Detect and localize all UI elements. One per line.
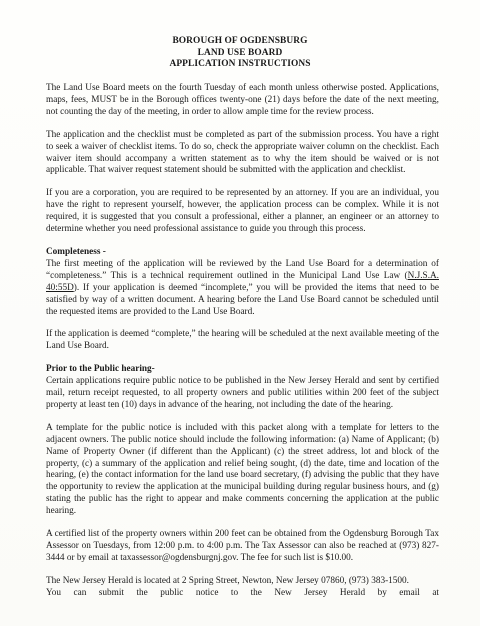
paragraph-representation: If you are a corporation, you are required to be represented by an attorney. If you are an individual, you have the right to represent yourself, however, the application process can be complex. While it is not required, it is suggested that you consult a professional, either a planner, an engineer or an attorney to determine whether you need professional assistance to guide you through this process.: [46, 188, 439, 235]
document-body: [46, 83, 439, 600]
header-title: APPLICATION INSTRUCTIONS: [169, 59, 311, 70]
statute-reference: N.J.S.A. 40:55D: [46, 270, 439, 293]
paragraph-herald: [46, 576, 439, 600]
paragraph-completeness: [46, 259, 439, 319]
paragraph-meetings: The Land Use Board meets on the fourth Tuesday of each month unless otherwise posted. Applications, maps, fees, MUST be in the Borough offices twenty-one (21) days before the date of the next meeting, not counting the day of the meeting, in order to allow ample time for the review process.: [46, 83, 439, 117]
section-heading-completeness: Completeness -: [46, 246, 106, 257]
header-borough: BOROUGH OF OGDENSBURG: [172, 36, 308, 46]
herald-email-line: You can submit the public notice to the New Jersey Herald by email at: [46, 587, 439, 598]
paragraph-complete-hearing: If the application is deemed “complete,” the hearing will be scheduled at the next available meeting of the Land Use Board.: [46, 329, 439, 352]
completeness-text-a: The first meeting of the application will be reviewed by the Land Use Board for a determination of “completeness.” This is a technical requirement outlined in the Municipal Land Use Law (: [46, 258, 439, 281]
header-board: LAND USE BOARD: [197, 47, 283, 58]
completeness-text-b: ). If your application is deemed “incomplete,” you will be provided the items that need to be satisfied by way of a written document. A hearing before the Land Use Board cannot be scheduled until the requested items are provided to the Land Use Board.: [46, 282, 439, 317]
paragraph-template: A template for the public notice is included with this packet along with a template for letters to the adjacent owners. The public notice should include the following information: (a) Name of Applicant; (b) Name of Property Owner (if different than the Applicant) (c) the street address, lot and block of the property, (c) a summary of the application and relief being sought, (d) the date, time and location of the hearing, (e) the contact information for the land use board secretary, (f) advising the public that they have the opportunity to review the application at the municipal building during regular business hours, and (g) stating the public has the right to appear and make comments concerning the application at the public hearing.: [46, 422, 439, 517]
paragraph-public-notice: Certain applications require public notice to be published in the New Jersey Herald and sent by certified mail, return receipt requested, to all property owners and public utilities within 200 feet of the subject property at least ten (10) days in advance of the hearing, not including the date of the hearing.: [46, 376, 439, 410]
herald-address: The New Jersey Herald is located at 2 Spring Street, Newton, New Jersey 07860, (973) 383-1500.: [46, 575, 409, 586]
document-header: [0, 36, 480, 71]
paragraph-certified-list: A certified list of the property owners within 200 feet can be obtained from the Ogdensburg Borough Tax Assessor on Tuesdays, from 12:00 p.m. to 4:00 p.m. The Tax Assessor can also be reached at (973) 827-3444 or by email at taxassessor@ogdensburgnj.gov. The fee for such list is $10.00.: [46, 529, 439, 563]
section-heading-prior-hearing: Prior to the Public hearing-: [46, 364, 155, 375]
paragraph-checklist: The application and the checklist must be completed as part of the submission process. You have a right to seek a waiver of checklist items. To do so, check the appropriate waiver column on the checklist. Each waiver item should accompany a written statement as to why the item should be waived or is not applicable. That waiver request statement should be submitted with the application and checklist.: [46, 129, 439, 176]
